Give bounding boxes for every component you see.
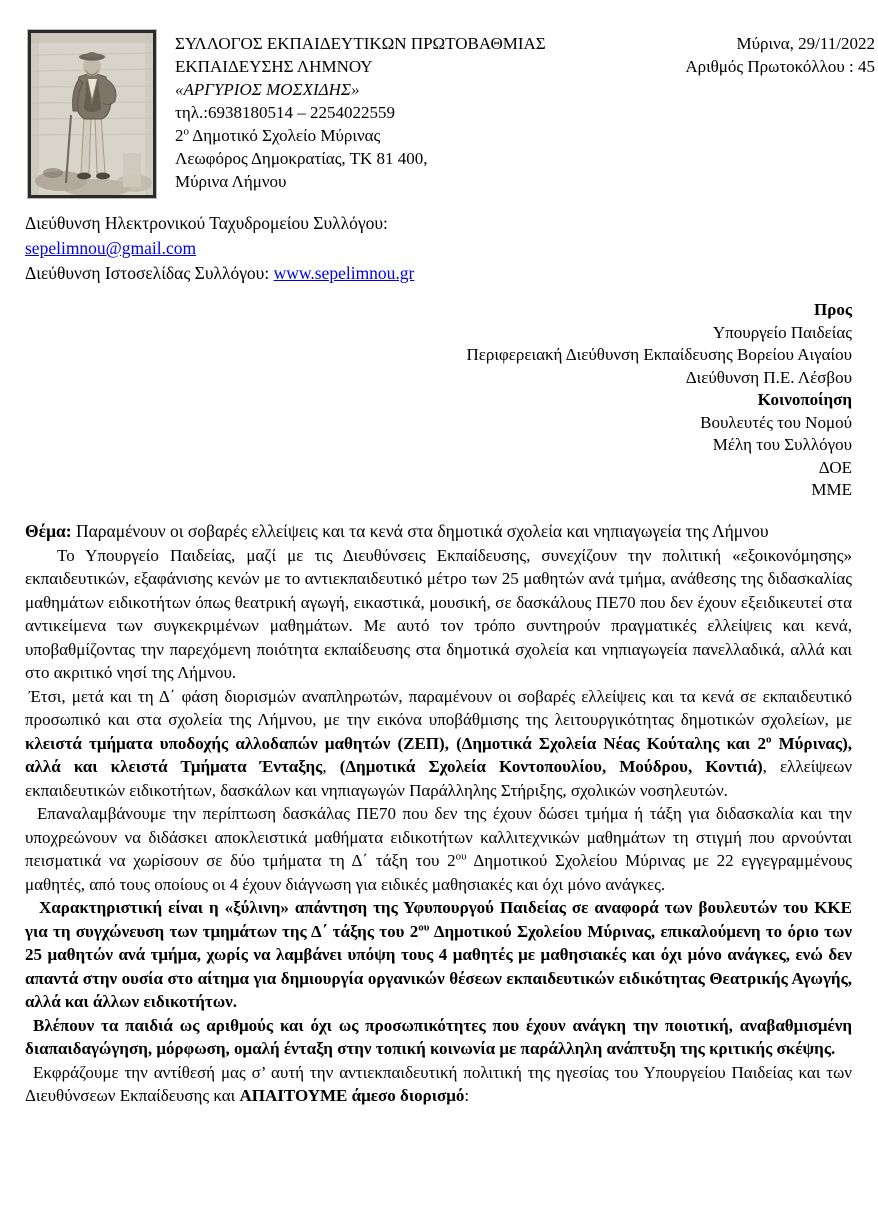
org-phone-line: τηλ.:6938180514 – 2254022559 bbox=[175, 103, 395, 122]
cc-line: Μέλη του Συλλόγου bbox=[712, 435, 852, 454]
body-paragraph-2 bbox=[25, 685, 852, 803]
website-link[interactable]: www.sepelimnou.gr bbox=[273, 263, 415, 283]
p4-sup: ου bbox=[418, 920, 430, 933]
p3-sup: ου bbox=[455, 850, 467, 863]
recipient-line: Υπουργείο Παιδείας bbox=[712, 322, 852, 342]
org-name-line2: ΕΚΠΑΙΔΕΥΣΗΣ ΛΗΜΝΟΥ bbox=[175, 57, 373, 76]
school-number: 2 bbox=[175, 126, 184, 145]
cc-label: Κοινοποίηση bbox=[757, 390, 852, 409]
body-paragraph-4 bbox=[25, 896, 852, 1014]
p2-sup: ο bbox=[765, 732, 772, 745]
school-name: Δημοτικό Σχολείο Μύρινας bbox=[189, 126, 381, 145]
cc-line: ΜΜΕ bbox=[811, 480, 852, 499]
date-protocol-block bbox=[685, 32, 875, 78]
email-label: Διεύθυνση Ηλεκτρονικού Ταχυδρομείου Συλλόγου: bbox=[25, 213, 388, 233]
recipient-line: Διεύθυνση Π.Ε. Λέσβου bbox=[685, 367, 852, 387]
founder-photo-illustration bbox=[31, 33, 153, 195]
p2-bold-closed-zep: κλειστά τμήματα υποδοχής αλλοδαπών μαθητών (ΖΕΠ), (Δημοτικά Σχολεία Νέας Κούταλης και 2 bbox=[25, 733, 766, 753]
p3-text: Επαναλαμβάνουμε την περίπτωση δασκάλας ΠΕ70 που δεν της έχουν δώσει τμήμα ή τάξη για διδασκαλία και την υποχρεώνουν να διδάσκει αποκλειστικά μαθήματα ειδικοτήτων καλλιτεχνικών μαθημάτων τη στιγμή που αρνούνται πεισματικά να χωρίσουν σε δύο τμήματα τη Δ΄ τάξη του 2 bbox=[25, 804, 852, 870]
p6-bold-demand: ΑΠΑΙΤΟΥΜΕ άμεσο διορισμό bbox=[239, 1086, 465, 1105]
p2-text: , ελλείψεων εκπαιδευτικών ειδικοτήτων, δασκάλων και νηπιαγωγών Παράλληλης Στήριξης, σχολικών νοσηλευτών. bbox=[25, 757, 853, 800]
letterhead bbox=[25, 28, 875, 202]
protocol-number: Αριθμός Πρωτοκόλλου : 45 bbox=[685, 57, 875, 76]
org-address-line: Λεωφόρος Δημοκρατίας, ΤΚ 81 400, bbox=[175, 149, 428, 168]
subject-line bbox=[25, 519, 852, 544]
subject-label: Θέμα: bbox=[25, 520, 72, 541]
org-school-line bbox=[175, 124, 645, 147]
p6-text: Εκφράζουμε την αντίθεσή μας σ’ αυτή την αντιεκπαιδευτική πολιτική της ηγεσίας του Υπουργείου Παιδείας και των Διευθύνσεων Εκπαίδευσης και bbox=[25, 1062, 852, 1105]
body-paragraph-6 bbox=[25, 1061, 852, 1108]
p2-text: Έτσι, μετά και τη Δ΄ φάση διορισμών αναπληρωτών, παραμένουν οι σοβαρές ελλείψεις και τα κενά σε εκπαιδευτικό προσωπικό και στα σχολεία της Λήμνου, με την εικόνα υποβάθμισης της λειτουργικότητας δημοτικών σχολείων, με bbox=[25, 686, 852, 729]
p3-text: Δημοτικού Σχολείου Μύρινας με 22 εγγεγραμμένους μαθητές, από τους οποίους οι 4 έχουν διάγνωση για ειδικές μαθησιακές και όχι μόνο ανάγκες. bbox=[25, 851, 852, 894]
contact-block bbox=[25, 211, 852, 286]
cc-line: Βουλευτές του Νομού bbox=[700, 412, 852, 432]
school-number-sup: ο bbox=[183, 125, 189, 138]
subject-text: Παραμένουν οι σοβαρές ελλείψεις και τα κενά στα δημοτικά σχολεία και νηπιαγωγεία της Λήμνου bbox=[71, 520, 769, 541]
org-name-line1: ΣΥΛΛΟΓΟΣ ΕΚΠΑΙΔΕΥΤΙΚΩΝ ΠΡΩΤΟΒΑΘΜΙΑΣ bbox=[175, 34, 546, 53]
website-label: Διεύθυνση Ιστοσελίδας Συλλόγου: bbox=[25, 263, 274, 283]
p2-bold-entaxis: Μύρινας), αλλά και κλειστά Τμήματα Ένταξης bbox=[25, 733, 853, 776]
organization-info bbox=[175, 32, 645, 193]
place-date: Μύρινα, 29/11/2022 bbox=[736, 34, 875, 53]
body-paragraph-1: Το Υπουργείο Παιδείας, μαζί με τις Διευθύνσεις Εκπαίδευσης, συνεχίζουν την πολιτική «εξοικονόμησης» εκπαιδευτικών, εξαφάνισης κενών με το αντιεκπαιδευτικό μέτρο των 25 μαθητών ανά τμήμα, ανάθεσης της διδασκαλίας μαθημάτων ειδικοτήτων όπως θεατρική αγωγή, εικαστικά, μουσική, σε δασκάλους ΠΕ70 που δεν έχουν εξειδικευτεί στα αντικείμενα των συγκεκριμένων μαθημάτων. Με αυτό τον τρόπο συντηρούν πραγματικές ελλείψεις και κενά, υποβαθμίζοντας την παρεχόμενη ποιότητα εκπαίδευσης στα δημοτικά σχολεία και νηπιαγωγεία πανελλαδικά, αλλά και στο ακριτικό νησί της Λήμνου. bbox=[25, 545, 852, 682]
body-paragraph-3 bbox=[25, 802, 852, 896]
org-motto: «ΑΡΓΥΡΙΟΣ ΜΟΣΧΙΔΗΣ» bbox=[175, 80, 360, 99]
org-city-line: Μύρινα Λήμνου bbox=[175, 172, 287, 191]
cc-line: ΔΟΕ bbox=[818, 457, 852, 477]
p4-bold-text: Χαρακτηριστική είναι η «ξύλινη» απάντηση της Υφυπουργού Παιδείας σε αναφορά των βουλευτών του ΚΚΕ για τη συγχώνευση των τμημάτων της Δ΄ τάξης του 2 bbox=[25, 898, 852, 941]
recipients-block bbox=[25, 299, 852, 502]
recipient-line: Περιφερειακή Διεύθυνση Εκπαίδευσης Βορείου Αιγαίου bbox=[466, 345, 852, 364]
p2-bold-schools: (Δημοτικά Σχολεία Κοντοπουλίου, Μούδρου, Κοντιά) bbox=[339, 757, 763, 776]
association-logo-photo bbox=[28, 30, 156, 198]
to-label: Προς bbox=[814, 300, 852, 319]
p2-text: , bbox=[322, 757, 340, 776]
p4-bold-text: Δημοτικού Σχολείου Μύρινας, επικαλούμενη το όριο των 25 μαθητών ανά τμήμα, χωρίς να λαμβάνει υπόψη τους 4 μαθητές με μαθησιακές και όχι μόνο ανάγκες, ενώ δεν απαντά στην ουσία στο αίτημα για δημιουργία οργανικών θέσεων εκπαιδευτικών ειδικότητας Θεατρικής Αγωγής, αλλά και άλλων ειδικοτήτων. bbox=[25, 921, 852, 1011]
p6-text: : bbox=[464, 1086, 470, 1105]
email-link[interactable]: sepelimnou@gmail.com bbox=[25, 238, 197, 258]
body-paragraph-5: Βλέπουν τα παιδιά ως αριθμούς και όχι ως προσωπικότητες που έχουν ανάγκη την ποιοτική, αναβαθμισμένη διαπαιδαγώγηση, μόρφωση, ομαλή ένταξη στην τοπική κοινωνία με παράλληλη ανάπτυξη της κριτικής σκέψης. bbox=[25, 1015, 852, 1058]
letter-body bbox=[25, 544, 852, 1108]
